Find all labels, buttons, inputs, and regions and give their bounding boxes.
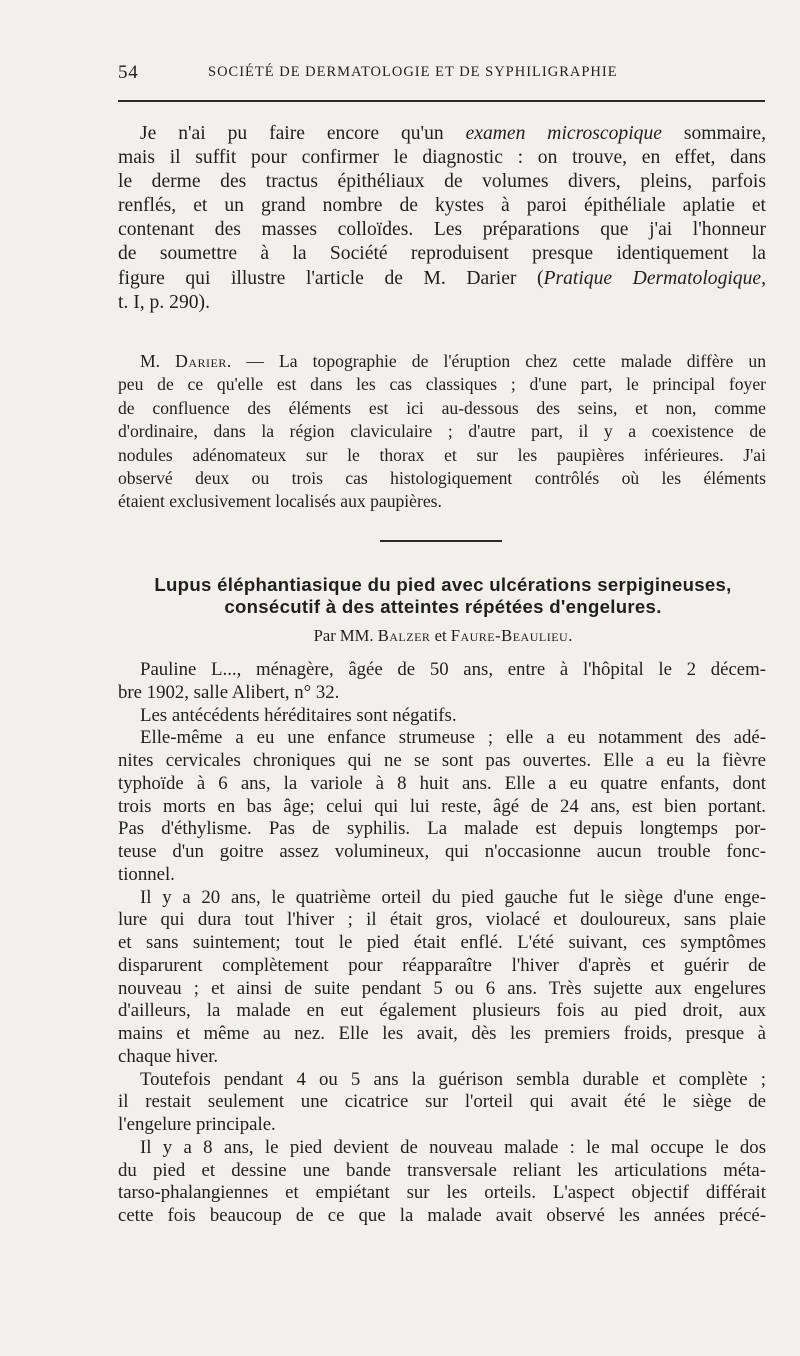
text-line: chaque hiver. <box>118 1045 219 1067</box>
text-line: disparurent complètement pour réapparaître l'hiver d'après et guérir de <box>118 954 766 976</box>
text-line: le derme des tractus épithéliaux de volumes divers, pleins, parfois <box>118 171 766 193</box>
running-title: SOCIÉTÉ DE DERMATOLOGIE ET DE SYPHILIGRAPHIE <box>208 64 618 80</box>
text-line: Pas d'éthylisme. Pas de syphilis. La malade est depuis longtemps por- <box>118 818 766 840</box>
text-line: mains et même au nez. Elle les avait, dès les premiers froids, presque à <box>118 1023 766 1044</box>
text-line: typhoïde à 6 ans, la variole à 8 huit ans. Elle a eu quatre enfants, dont <box>118 772 766 794</box>
text-line: l'engelure principale. <box>118 1114 276 1135</box>
text-line: nodules adénomateux sur le thorax et sur les paupières inférieures. J'ai <box>118 444 766 465</box>
text-line: et sans suintement; tout le pied était enflé. L'été suivant, ces symptômes <box>118 932 766 953</box>
title-line: Lupus éléphantiasique du pied avec ulcérations serpigineuses, <box>154 574 732 595</box>
text-line: Il y a 20 ans, le quatrième orteil du pied gauche fut le siège d'une enge- <box>140 886 766 908</box>
article-body <box>118 659 766 1228</box>
text-line: cette fois beaucoup de ce que la malade avait observé les années précé- <box>118 1205 766 1226</box>
header-rule <box>118 100 765 102</box>
section-separator <box>380 540 502 542</box>
text-line: tarso-phalangiennes et empiétant sur les orteils. L'aspect objectif différait <box>118 1182 766 1204</box>
text-line: Elle-même a eu une enfance strumeuse ; elle a eu notamment des adé- <box>140 727 766 749</box>
text-line: nouveau ; et ainsi de suite pendant 5 ou 6 ans. Très sujette aux engelures <box>118 977 766 999</box>
text-line: tionnel. <box>118 863 175 885</box>
page-number: 54 <box>118 62 139 83</box>
text-line: M. Darier. — La topographie de l'éruption chez cette malade diffère un <box>140 351 766 371</box>
text-line: nites cervicales chroniques qui ne se sont pas ouvertes. Elle a eu la fièvre <box>118 750 766 771</box>
text-line: lure qui dura tout l'hiver ; il était gros, violacé et douloureux, sans plaie <box>118 909 766 931</box>
text-line: contenant des masses colloïdes. Les préparations que j'ai l'honneur <box>118 219 766 241</box>
text-line: étaient exclusivement localisés aux paupières. <box>118 491 442 512</box>
italic-term: examen microscopique <box>465 123 662 144</box>
text-line: bre 1902, salle Alibert, n° 32. <box>118 681 340 703</box>
italic-citation: Pratique Dermatologique, <box>543 267 766 289</box>
text-line: Il y a 8 ans, le pied devient de nouveau malade : le mal occupe le dos <box>140 1136 766 1158</box>
text-line: de soumettre à la Société reproduisent presque identiquement la <box>118 243 766 265</box>
author-name: Balzer <box>377 626 431 645</box>
text-line: mais il suffit pour confirmer le diagnostic : on trouve, en effet, dans <box>118 147 766 169</box>
author-name: Faure-Beaulieu <box>450 626 569 645</box>
text-line: Toutefois pendant 4 ou 5 ans la guérison sembla durable et complète ; <box>140 1068 766 1090</box>
text-line: peu de ce qu'elle est dans les cas classiques ; d'une part, le principal foyer <box>118 374 766 395</box>
text-line: t. I, p. 290). <box>118 291 210 313</box>
text-line: de confluence des éléments est ici au-dessous des seins, et non, comme <box>118 397 766 418</box>
title-line: consécutif à des atteintes répétées d'engelures. <box>224 596 662 618</box>
paragraph-microscopic-exam <box>118 122 766 315</box>
text-line: d'ailleurs, la malade en eut également plusieurs fois au pied droit, aux <box>118 1000 766 1022</box>
text-line: observé deux ou trois cas histologiquement contrôlés où les éléments <box>118 468 766 489</box>
text-line: Les antécédents héréditaires sont négatifs. <box>140 704 457 726</box>
article-authors: Par MM. Balzer et Faure-Beaulieu. <box>313 626 573 645</box>
text-line: il restait seulement une cicatrice sur l'orteil qui avait été le siège de <box>118 1091 766 1113</box>
text-line: du pied et dessine une bande transversale reliant les articulations méta- <box>118 1159 766 1181</box>
running-header <box>118 62 768 90</box>
text-line: d'ordinaire, dans la région claviculaire ; d'autre part, il y a coexistence de <box>118 421 766 442</box>
text-line: Je n'ai pu faire encore qu'un examen microscopique sommaire, <box>140 123 766 144</box>
speaker-name: Darier <box>175 351 227 371</box>
text-line: teuse d'un goitre assez volumineux, qui n'occasionne aucun trouble fonc- <box>118 841 766 862</box>
article-title <box>118 574 768 619</box>
paragraph-darier-remark <box>118 350 766 514</box>
text-line: trois morts en bas âge; celui qui lui reste, âgé de 24 ans, est bien portant. <box>118 795 766 817</box>
text-line: figure qui illustre l'article de M. Darier (Pratique Dermatologique, <box>118 267 766 289</box>
text-line: Pauline L..., ménagère, âgée de 50 ans, entre à l'hôpital le 2 décem- <box>140 659 766 680</box>
text-line: renflés, et un grand nombre de kystes à paroi épithéliale aplatie et <box>118 195 766 217</box>
